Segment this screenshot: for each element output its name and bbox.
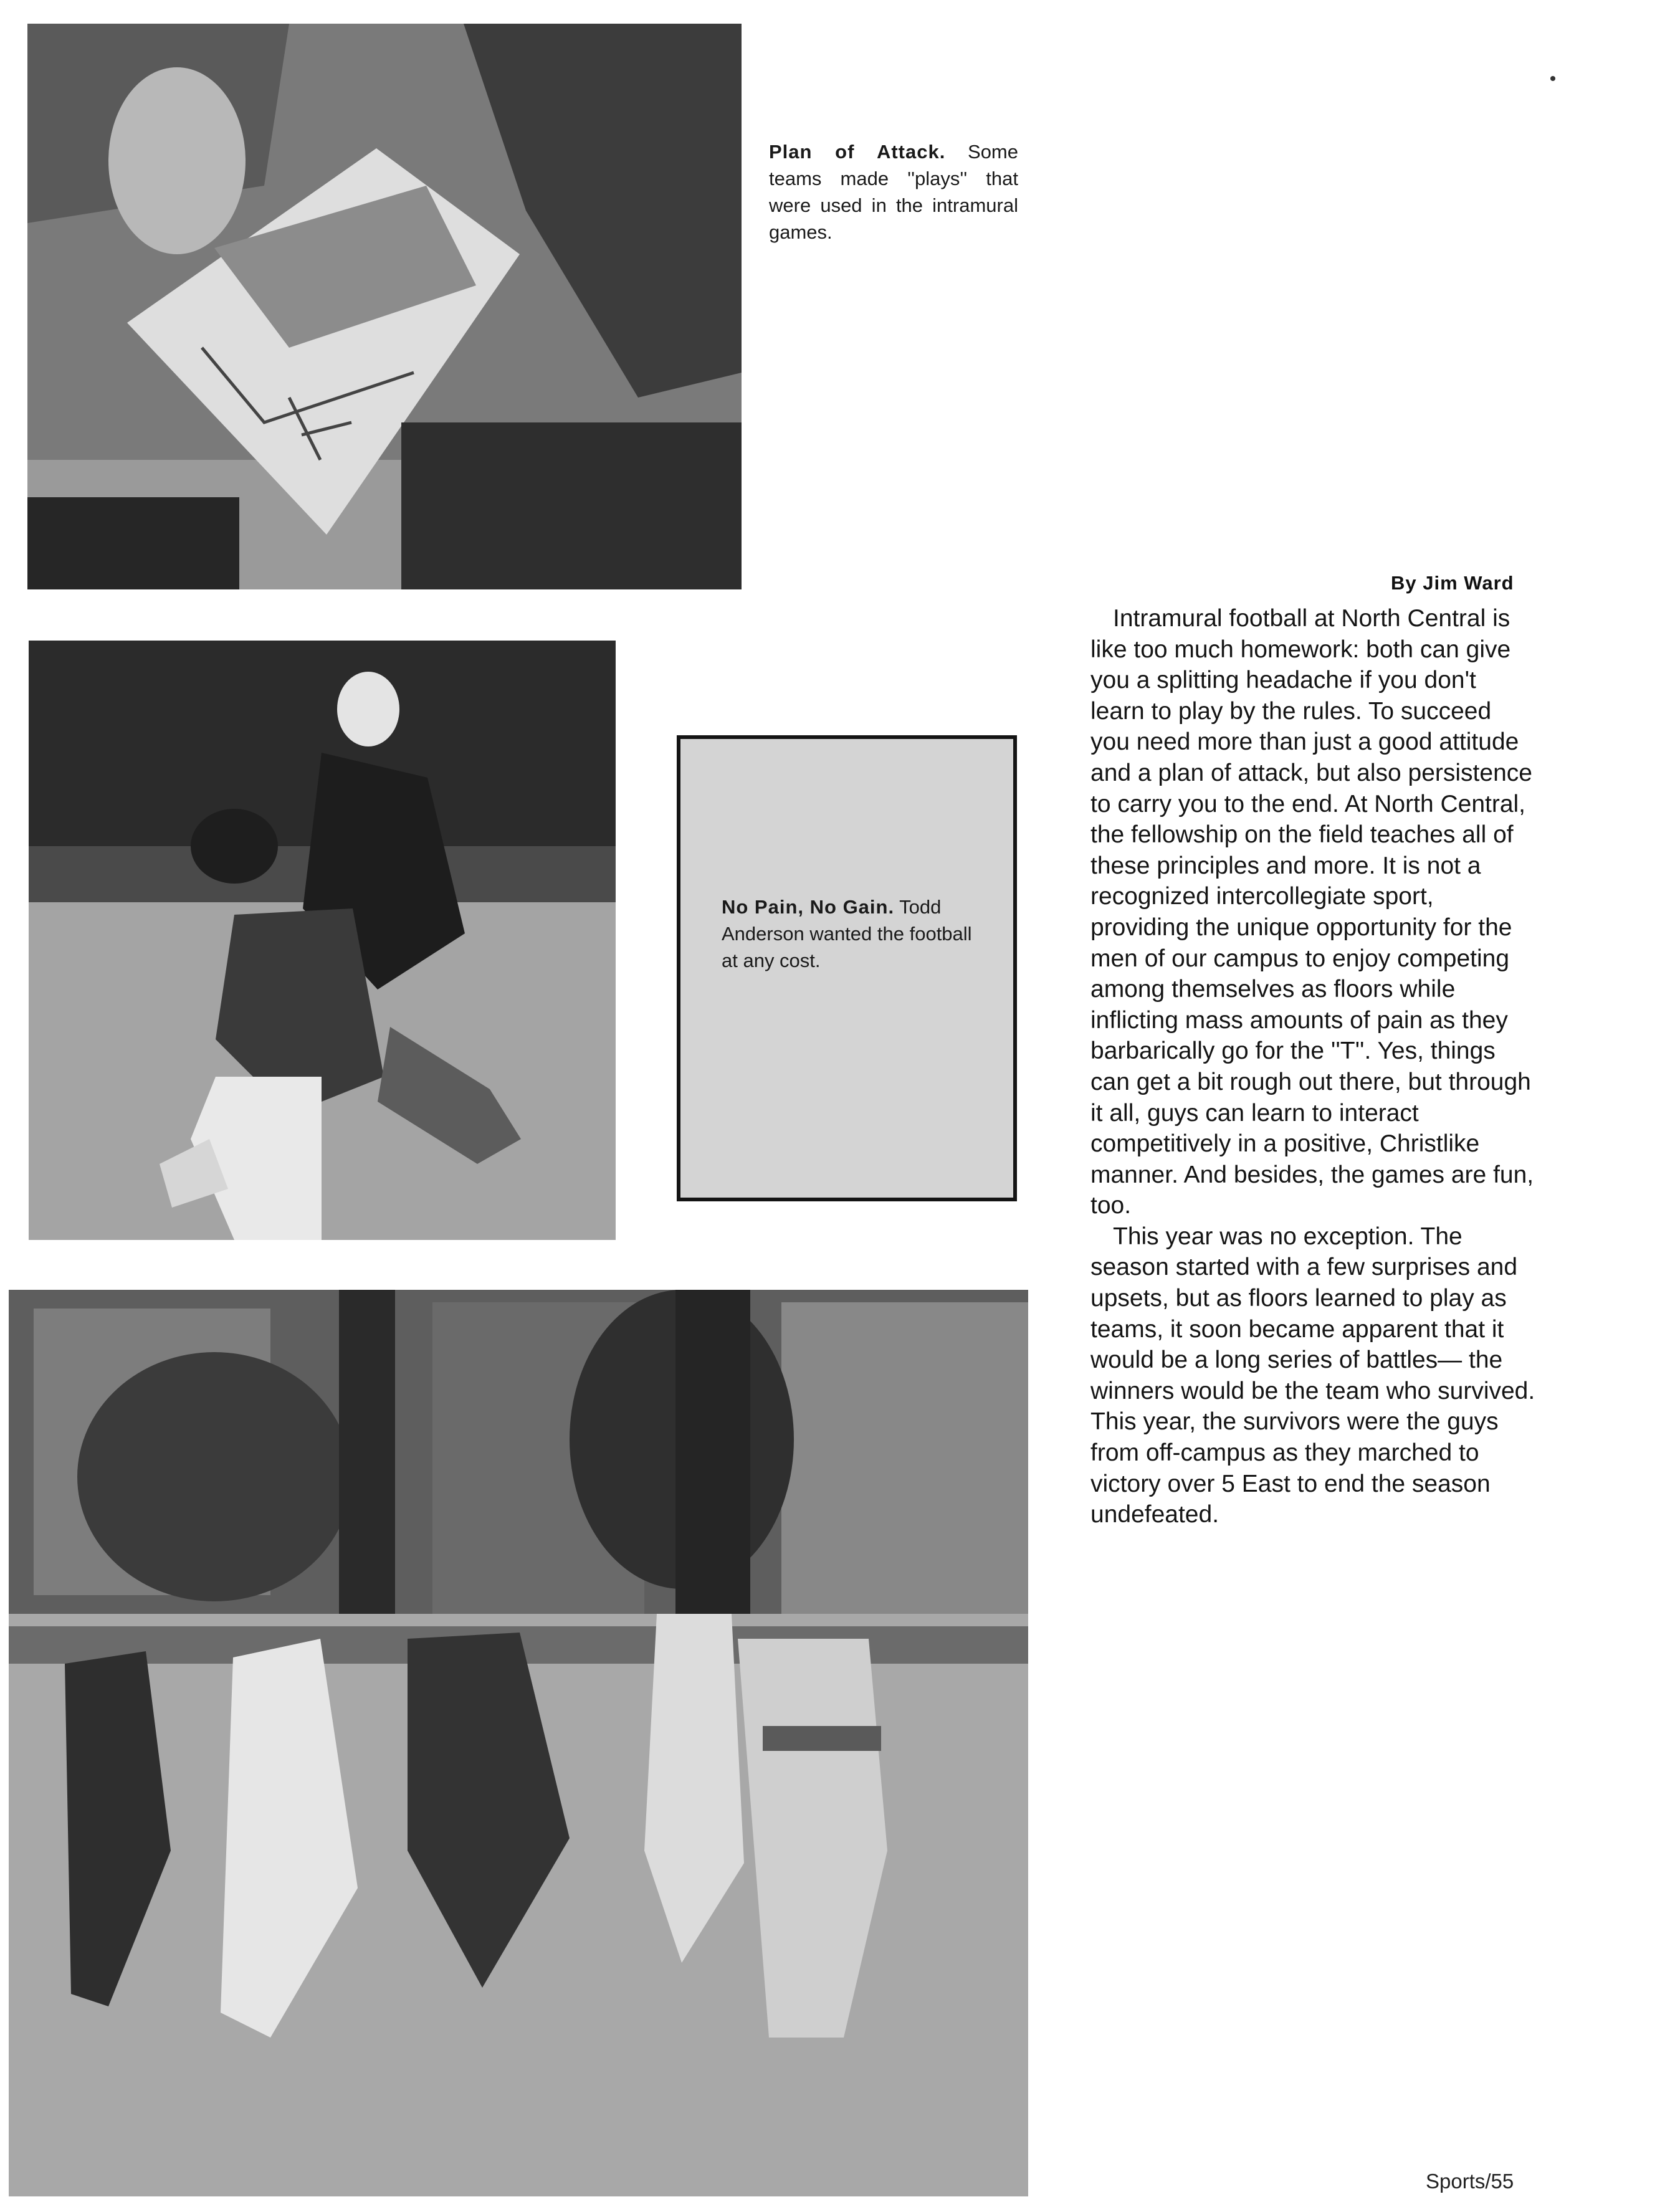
article-byline: By Jim Ward [1391,572,1514,594]
caption-title: No Pain, No Gain. [722,896,895,918]
plan-of-attack-photo [27,24,742,589]
article-paragraph: This year was no exception. The season started with a few surprises and upsets, but as floors learned to play as teams, it soon became apparent that it would be a long series of battles— the winners would be the team who survived. This year, the survivors were the guys from off-campus as they marched to victory over 5 East to end the season undefeated. [1090,1223,1535,1528]
print-speck [1550,76,1555,81]
caption-title: Plan of Attack. [769,141,946,163]
article-body [1090,603,1535,1530]
caption-text: Todd Anderson wanted the football at any cost. [722,896,972,971]
no-pain-no-gain-photo [29,641,616,1240]
no-pain-no-gain-caption-box [677,735,1017,1201]
flag-football-game-photo [9,1290,1028,2196]
caption-text: Some teams made ''plays'' that were used in the intramural games. [769,141,1018,243]
article-paragraph: Intramural football at North Central is like too much homework: both can give you a splitting headache if you don't learn to play by the rules. To succeed you need more than just a good attitude and a plan of attack, but also persistence to carry you to the end. At North Central, the fellowship on the field teaches all of these principles and more. It is not a recognized intercollegiate sport, providing the unique opportunity for the men of our campus to enjoy competing among themselves as floors while inflicting mass amounts of pain as they barbarically go for the ''T''. Yes, things can get a bit rough out there, but through it all, guys can learn to interact competitively in a positive, Christlike manner. And besides, the games are fun, too. [1090,605,1534,1219]
plan-of-attack-caption [769,138,1018,246]
no-pain-no-gain-caption [722,894,990,974]
page-folio: Sports/55 [1426,2170,1514,2193]
